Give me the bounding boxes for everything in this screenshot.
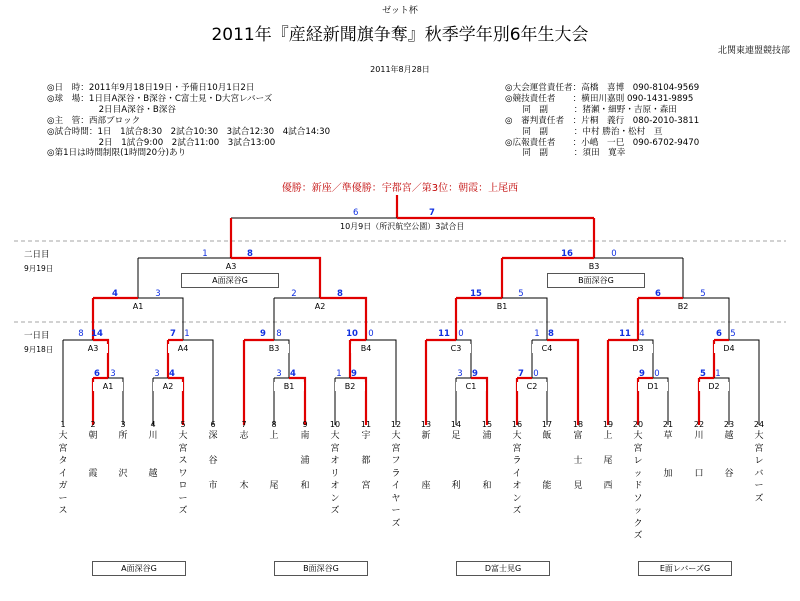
match-score-left: 1 [534, 329, 540, 339]
match-label: A1 [123, 302, 153, 311]
info-line: 2日 1試合9:00 2試合11:00 3試合13:00 [47, 137, 276, 148]
team-name: 大 宮 フ ラ イ ヤ ー ズ [391, 431, 401, 529]
match-score-right: 0 [458, 329, 464, 339]
match-score-left: 3 [276, 369, 282, 379]
team-name: 飯 能 [542, 431, 552, 491]
match-score-left: 16 [561, 249, 573, 259]
team-name: 大 宮 ス ワ ロ ー ズ [178, 431, 188, 516]
final-label: 10月9日（所沢航空公園）3試合目 [340, 222, 465, 231]
team-name: 浦 和 [482, 431, 492, 491]
team-entry [116, 419, 130, 480]
team-name: 草 加 [663, 431, 673, 479]
info-line: ◎大会運営責任者：高橋 喜博 090-8104-9569 [505, 83, 700, 93]
match-score-left: 7 [518, 369, 524, 379]
info-line: 2日目A深谷・B深谷 [47, 104, 176, 115]
team-name: 宇 都 宮 [361, 431, 371, 491]
team-name: 大 宮 タ イ ガ ー ス [58, 431, 68, 516]
match-label: B3 [579, 262, 609, 271]
team-number: 10 [329, 420, 341, 429]
final-score-left: 6 [353, 208, 359, 218]
match-score-right: 3 [155, 289, 161, 299]
match-label: A2 [153, 382, 183, 391]
team-name: 大 宮 ラ イ オ ン ズ [512, 431, 522, 516]
match-score-right: 5 [700, 289, 706, 299]
match-score-left: 3 [457, 369, 463, 379]
day2-date: 9月19日 [24, 264, 54, 273]
info-line: ◎ 審判責任者 ：片桐 義行 080-2010-3811 [505, 115, 700, 126]
match-score-left: 5 [700, 369, 706, 379]
team-entry [298, 419, 312, 493]
team-name: 志 木 [239, 431, 249, 491]
match-label: B1 [487, 302, 517, 311]
match-label: B2 [335, 382, 365, 391]
team-entry [86, 419, 100, 480]
match-score-left: 3 [154, 369, 160, 379]
team-number: 24 [753, 420, 765, 429]
match-score-left: 2 [291, 289, 297, 299]
team-name: 上 尾 西 [603, 431, 613, 491]
team-number: 5 [180, 420, 186, 429]
venue-bottom-a: A面深谷G [92, 561, 186, 576]
match-label: D4 [714, 344, 744, 353]
team-number: 20 [632, 420, 644, 429]
team-number: 12 [390, 420, 402, 429]
team-number: 13 [420, 420, 432, 429]
match-label: C3 [441, 344, 471, 353]
team-name: 新 座 [421, 431, 431, 491]
match-score-right: 3 [110, 369, 116, 379]
team-entry [237, 419, 251, 493]
team-name: 川 口 [694, 431, 704, 479]
cup-name: ゼット杯 [382, 6, 418, 16]
info-line: ◎球 場：1日目A深谷・B深谷・C富士見・D大宮レバーズ [47, 93, 273, 104]
match-score-right: 8 [337, 289, 343, 299]
match-score-right: 0 [368, 329, 374, 339]
team-entry [722, 419, 736, 480]
match-score-right: 8 [548, 329, 554, 339]
team-entry [540, 419, 554, 493]
info-line: ◎競技責任者 ：横田川嘉則 090-1431-9895 [505, 93, 694, 104]
team-name: 深 谷 市 [208, 431, 218, 491]
match-score-right: 1 [715, 369, 721, 379]
team-name: 足 利 [451, 431, 461, 491]
info-line: ◎試合時間：1日 1試合8:30 2試合10:30 3試合12:30 4試合14:30 [47, 126, 331, 137]
organizer: 北関東連盟競技部 [717, 46, 790, 56]
team-entry [510, 419, 524, 518]
venue-day2-a: A面深谷G [181, 273, 279, 288]
match-score-right: 5 [730, 329, 736, 339]
team-number: 16 [511, 420, 523, 429]
venue-bottom-b: B面深谷G [274, 561, 368, 576]
match-score-left: 15 [470, 289, 482, 299]
team-number: 17 [541, 420, 553, 429]
info-line: ◎主 管：西部ブロック [47, 115, 141, 126]
team-name: 川 越 [148, 431, 158, 479]
match-score-right: 4 [169, 369, 175, 379]
team-name: 上 尾 [269, 431, 279, 491]
team-entry [328, 419, 342, 518]
team-name: 大 宮 レ ッ ド ソ ッ ク ズ [633, 431, 643, 541]
match-score-right: 5 [518, 289, 524, 299]
team-name: 大 宮 レ バ ー ズ [754, 431, 764, 504]
match-score-left: 4 [112, 289, 118, 299]
team-name: 越 谷 [724, 431, 734, 479]
info-line: ◎広報責任者 ：小嶋 一巳 090-6702-9470 [505, 137, 700, 148]
team-entry [146, 419, 160, 480]
team-number: 2 [90, 420, 96, 429]
match-score-right: 8 [247, 249, 253, 259]
team-entry [752, 419, 766, 505]
match-label: C2 [517, 382, 547, 391]
team-entry [419, 419, 433, 493]
page-title: 2011年『産経新聞旗争奪』秋季学年別6年生大会 [211, 25, 589, 45]
team-name: 朝 霞 [88, 431, 98, 479]
match-score-left: 11 [619, 329, 631, 339]
match-score-right: 8 [276, 329, 282, 339]
team-number: 6 [210, 420, 216, 429]
team-number: 23 [723, 420, 735, 429]
match-score-right: 0 [533, 369, 539, 379]
team-entry [206, 419, 220, 493]
venue-bottom-d: D富士見G [456, 561, 550, 576]
match-score-left: 9 [639, 369, 645, 379]
team-number: 3 [120, 420, 126, 429]
match-score-left: 7 [170, 329, 176, 339]
match-label: B3 [259, 344, 289, 353]
match-label: A2 [305, 302, 335, 311]
team-entry [692, 419, 706, 480]
team-number: 9 [302, 420, 308, 429]
issue-date: 2011年8月28日 [370, 65, 430, 74]
team-entry [389, 419, 403, 530]
team-number: 14 [450, 420, 462, 429]
match-label: C1 [456, 382, 486, 391]
team-entry [631, 419, 645, 543]
team-entry [449, 419, 463, 493]
team-entry [571, 419, 585, 493]
match-label: D2 [699, 382, 729, 391]
team-name: 富 士 見 [573, 431, 583, 491]
match-label: A3 [216, 262, 246, 271]
match-score-left: 11 [438, 329, 450, 339]
team-name: 大 宮 オ リ オ ン ズ [330, 431, 340, 516]
match-label: B1 [274, 382, 304, 391]
team-number: 8 [271, 420, 277, 429]
match-label: A1 [93, 382, 123, 391]
day2-label: 二日目 [24, 250, 50, 260]
match-label: B2 [668, 302, 698, 311]
info-line: ◎日 時：2011年9月18日19日・予備日10月1日2日 [47, 83, 255, 93]
match-score-left: 8 [78, 329, 84, 339]
match-score-left: 10 [346, 329, 358, 339]
team-number: 4 [150, 420, 156, 429]
match-score-right: 4 [290, 369, 296, 379]
match-score-right: 9 [351, 369, 357, 379]
match-score-left: 6 [655, 289, 661, 299]
team-number: 7 [241, 420, 247, 429]
team-number: 1 [60, 420, 66, 429]
team-number: 22 [693, 420, 705, 429]
match-label: A4 [168, 344, 198, 353]
match-score-left: 6 [716, 329, 722, 339]
team-name: 南 浦 和 [300, 431, 310, 491]
team-entry [480, 419, 494, 493]
team-entry [359, 419, 373, 493]
match-score-right: 0 [654, 369, 660, 379]
match-label: D3 [623, 344, 653, 353]
team-number: 18 [572, 420, 584, 429]
match-score-right: 0 [611, 249, 617, 259]
team-entry [661, 419, 675, 480]
match-label: B4 [351, 344, 381, 353]
venue-bottom-e: E面レバーズG [638, 561, 732, 576]
day1-date: 9月18日 [24, 345, 54, 354]
match-score-right: 14 [91, 329, 103, 339]
team-number: 11 [360, 420, 372, 429]
match-score-right: 9 [472, 369, 478, 379]
match-score-left: 9 [260, 329, 266, 339]
team-entry [176, 419, 190, 518]
team-name: 所 沢 [118, 431, 128, 479]
team-entry [56, 419, 70, 518]
match-score-right: 1 [184, 329, 190, 339]
match-score-left: 1 [202, 249, 208, 259]
team-entry [601, 419, 615, 493]
venue-day2-b: B面深谷G [547, 273, 645, 288]
day1-label: 一日目 [24, 331, 50, 341]
info-line: 同 副 ：猪瀬・細野・吉原・森田 [505, 104, 677, 115]
final-score-right: 7 [429, 208, 435, 218]
team-entry [267, 419, 281, 493]
match-label: A3 [78, 344, 108, 353]
result-line: 優勝：新座／準優勝：宇都宮／第3位：朝霞：上尾西 [281, 183, 519, 194]
info-line: 同 副 ：須田 寛幸 [505, 148, 626, 159]
info-line: 同 副 ：中村 勝治・松村 亘 [505, 126, 663, 137]
match-score-left: 6 [94, 369, 100, 379]
match-label: C4 [532, 344, 562, 353]
team-number: 19 [602, 420, 614, 429]
team-number: 15 [481, 420, 493, 429]
match-score-right: 4 [639, 329, 645, 339]
team-number: 21 [662, 420, 674, 429]
match-score-left: 1 [336, 369, 342, 379]
match-label: D1 [638, 382, 668, 391]
info-line: ◎第1日は時間制限(1時間20分)あり [47, 148, 187, 159]
